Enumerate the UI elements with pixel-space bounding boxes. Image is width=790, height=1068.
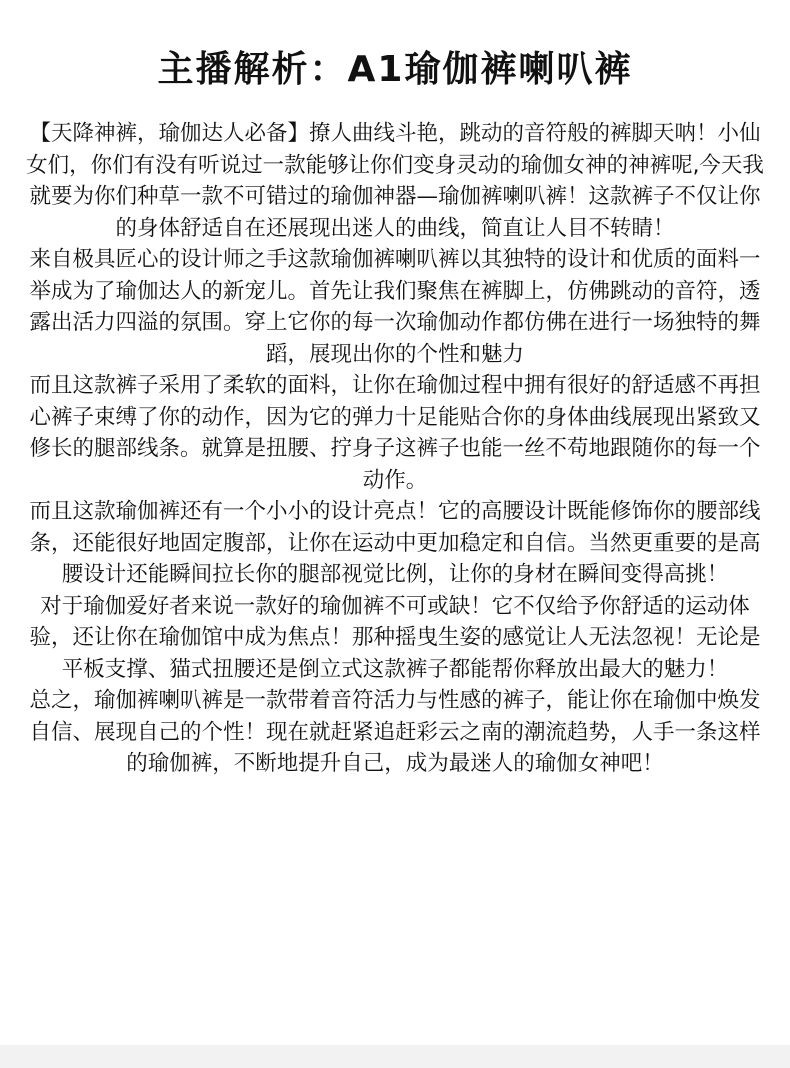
paragraph-high-waist: 而且这款瑜伽裤还有一个小小的设计亮点！它的高腰设计既能修饰你的腰部线条，还能很好地固定腹部，让你在运动中更加稳定和自信。当然更重要的是高腰设计还能瞬间拉长你的腿部视觉比例，让你的身材在瞬间变得高挑！ bbox=[29, 499, 761, 587]
paragraph-fabric: 而且这款裤子采用了柔软的面料，让你在瑜伽过程中拥有很好的舒适感不再担心裤子束缚了你的动作，因为它的弹力十足能贴合你的身体曲线展现出紧致又修长的腿部线条。就算是扭腰、拧身子这裤子也能一丝不苟地跟随你的每一个动作。 bbox=[29, 373, 761, 493]
paragraph-yoga-lovers: 对于瑜伽爱好者来说一款好的瑜伽裤不可或缺！它不仅给予你舒适的运动体验，还让你在瑜伽馆中成为焦点！那种摇曳生姿的感觉让人无法忽视！无论是平板支撑、猫式扭腰还是倒立式这款裤子都能帮你释放出最大的魅力！ bbox=[29, 593, 761, 682]
page-title: 主播解析：A1瑜伽裤喇叭裤 bbox=[157, 49, 633, 90]
paragraph-conclusion: 总之，瑜伽裤喇叭裤是一款带着音符活力与性感的裤子，能让你在瑜伽中焕发自信、展现自己的个性！现在就赶紧追赶彩云之南的潮流趋势，人手一条这样的瑜伽裤，不断地提升自己，成为最迷人的瑜伽女神吧！ bbox=[29, 688, 761, 776]
paragraph-design: 来自极具匠心的设计师之手这款瑜伽裤喇叭裤以其独特的设计和优质的面料一举成为了瑜伽达人的新宠儿。首先让我们聚焦在裤脚上，仿佛跳动的音符，透露出活力四溢的氛围。穿上它你的每一次瑜伽动作都仿佛在进行一场独特的舞蹈，展现出你的个性和魅力 bbox=[29, 247, 761, 367]
article-body bbox=[20, 118, 770, 780]
paragraph-intro: 【天降神裤，瑜伽达人必备】撩人曲线斗艳，跳动的音符般的裤脚天呐！小仙女们，你们有没有听说过一款能够让你们变身灵动的瑜伽女神的神裤呢,今天我就要为你们种草一款不可错过的瑜伽神器—瑜伽裤喇叭裤！这款裤子不仅让你的身体舒适自在还展现出迷人的曲线，简直让人目不转睛！ bbox=[26, 121, 764, 241]
